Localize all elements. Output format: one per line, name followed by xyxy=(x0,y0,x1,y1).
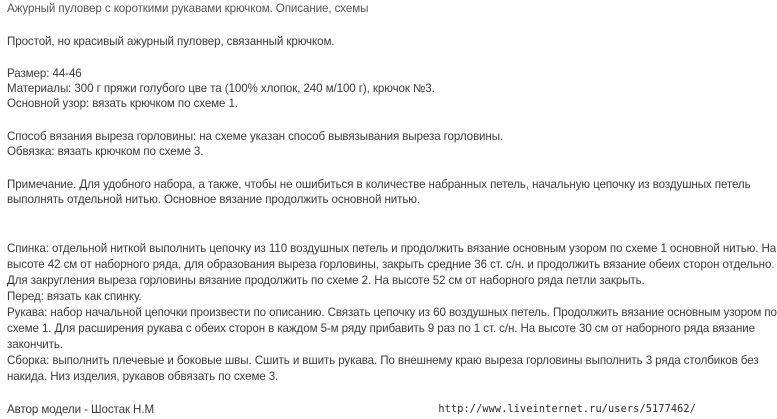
back-line-3: Для закругления выреза горловины вязание продолжить по схеме 2. На высоте 52 см от наборного ряда петли закрыть. xyxy=(7,274,645,287)
front-text: Перед: вязать как спинку. xyxy=(7,290,142,303)
sleeve-line-3: закончить. xyxy=(7,338,63,351)
intro-text: Простой, но красивый ажурный пуловер, связанный крючком. xyxy=(7,35,335,48)
back-line-2: высоте 42 см от наборного ряда, для образования выреза горловины, закрыть средние 36 ст. с/н. и продолжить вязание обеих сторон отдельно. xyxy=(7,258,775,271)
sleeve-line-2: схеме 1. Для расширения рукава с обеих сторон в каждом 5-м ряду прибавить 9 раз по 1 ст. с/н. На высоте 30 см от наборного ряда вязание xyxy=(7,322,756,335)
note-line-2: выполнять отдельной нитью. Основное вязание продолжить основной нитью. xyxy=(7,193,421,206)
size-text: Размер: 44-46 xyxy=(7,67,82,80)
assembly-line-2: накида. Низ изделия, рукавов обвязать по схеме 3. xyxy=(7,370,279,383)
watermark-url: http://www.liveinternet.ru/users/5177462/ xyxy=(438,404,696,415)
author-text: Автор модели - Шостак Н.М xyxy=(7,403,155,416)
neckline-method-text: Способ вязания выреза горловины: на схеме указан способ вывязывания выреза горловины. xyxy=(7,130,504,143)
materials-text: Материалы: 300 г пряжи голубого цве та (100% хлопок, 240 м/100 г), крючок №3. xyxy=(7,82,435,95)
back-line-1: Спинка: отдельной ниткой выполнить цепочку из 110 воздушных петель и продолжить вязание основным узором по схеме 1 основной нитью. На xyxy=(7,242,777,255)
note-line-1: Примечание. Для удобного набора, а также, чтобы не ошибиться в количестве набранных петель, начальную цепочку из воздушных петель xyxy=(7,178,751,191)
assembly-line-1: Сборка: выполнить плечевые и боковые швы. Сшить и вшить рукава. По внешнему краю выреза горловины выполнить 3 ряда столбиков без xyxy=(7,354,759,367)
sleeve-line-1: Рукава: набор начальной цепочки произвести по описанию. Связать цепочку из 60 воздушных петель. Продолжить вязание основным узором по xyxy=(7,306,777,319)
main-pattern-text: Основной узор: вязать крючком по схеме 1. xyxy=(7,97,238,110)
page-title: Ажурный пуловер с короткими рукавами крючком. Описание, схемы xyxy=(7,2,369,15)
edging-text: Обвязка: вязать крючком по схеме 3. xyxy=(7,145,204,158)
